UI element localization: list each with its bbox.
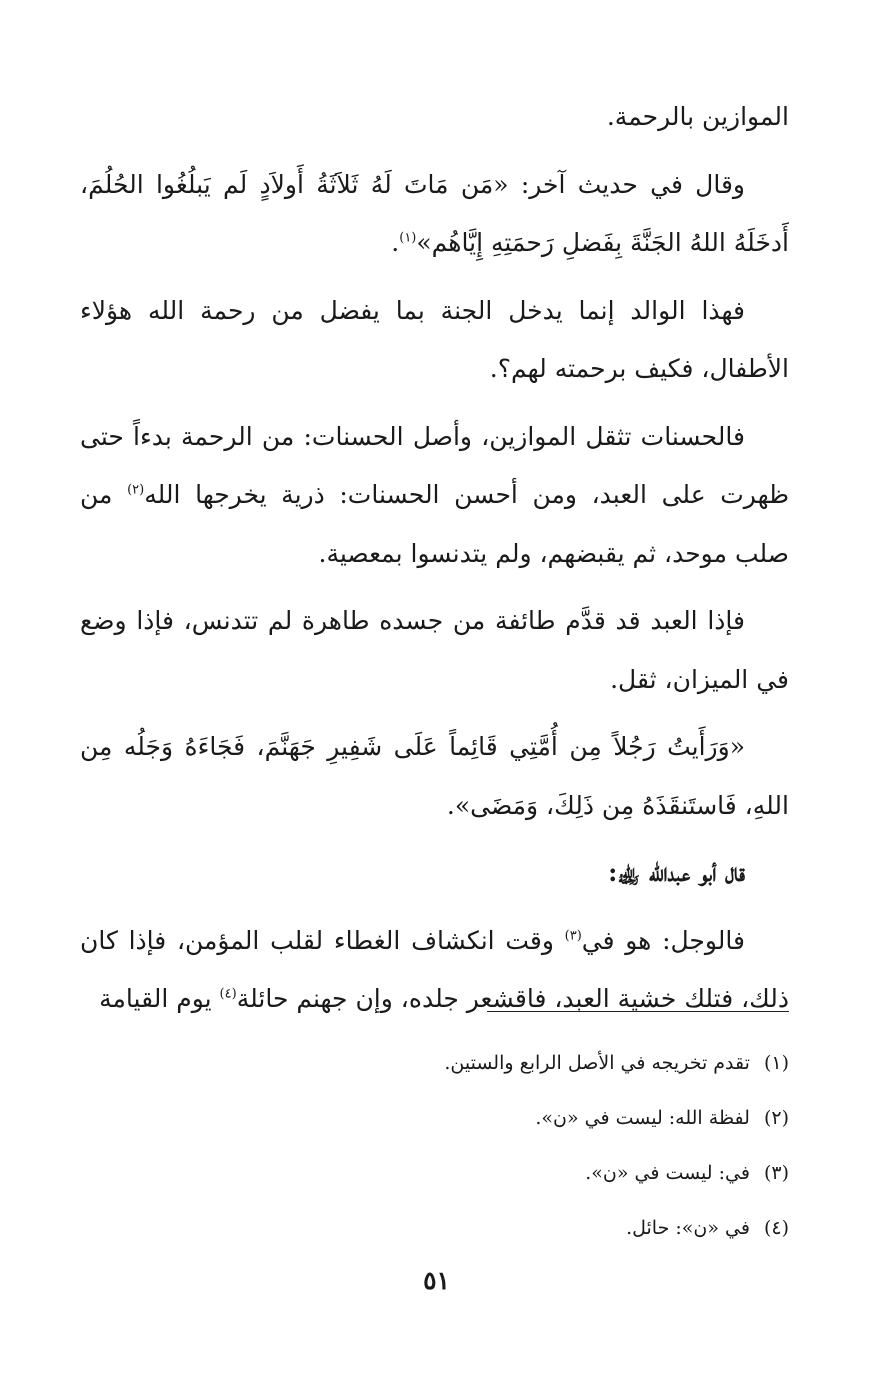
- paragraph-4-text: فالحسنات تثقل الموازين، وأصل الحسنات: من الرحمة بدءاً حتى ظهرت على العبد، ومن أحسن الحسنات: ذرية يخرجها الله: [80, 421, 790, 509]
- paragraph-2: [80, 156, 789, 273]
- footnote-item: [80, 1036, 789, 1091]
- hadith-text: وقال في حديث آخر: «مَن مَاتَ لَهُ ثَلاَثَةُ أَولاَدٍ لَم يَبلُغُوا الحُلُمَ، أَدخَلَهُ اللهُ الجَنَّةَ بِفَضلِ رَحمَتِهِ إِيَّاهُم»: [80, 169, 789, 257]
- footnote-ref-2[interactable]: (٢): [127, 482, 145, 498]
- paragraph-5-text: فإذا العبد قد قدَّم طائفة من جسده طاهرة لم تتدنس، فإذا وضع في الميزان، ثقل.: [80, 606, 789, 694]
- paragraph-3-text: فهذا الوالد إنما يدخل الجنة بما يفضل من رحمة الله هؤلاء الأطفال، فكيف برحمته لهم؟.: [80, 295, 789, 383]
- footnote-item: [80, 1201, 789, 1256]
- paragraph-2-end: .: [391, 228, 400, 257]
- section-heading: [80, 844, 789, 903]
- footnotes: [80, 1036, 789, 1256]
- footnote-ref-4[interactable]: (٤): [219, 986, 237, 1002]
- footnote-item: [80, 1091, 789, 1146]
- footnote-text: لفظة الله: ليست في «ن».: [535, 1107, 750, 1129]
- footnote-text: في «ن»: حائل.: [626, 1217, 750, 1239]
- paragraph-7-text: فالوجل: هو في: [581, 925, 745, 955]
- paragraph-7-end: يوم القيامة: [99, 984, 220, 1013]
- footnote-ref-3[interactable]: (٣): [564, 928, 582, 944]
- main-text: [80, 88, 789, 1038]
- footnote-number: (٢): [763, 1107, 789, 1129]
- paragraph-4-end: من صلب موحد، ثم يقبضهم، ولم يتدنسوا بمعصية.: [80, 480, 789, 568]
- footnote-ref-1[interactable]: (١): [399, 230, 417, 246]
- paragraph-7-middle: وقت انكشاف الغطاء لقلب المؤمن، فإذا كان ذلك، فتلك خشية العبد، فاقشعر جلده، وإن جهنم حائلة: [80, 925, 789, 1013]
- footnote-number: (٤): [763, 1217, 789, 1239]
- footnote-text: في: ليست في «ن».: [585, 1162, 750, 1184]
- paragraph-6: [80, 718, 789, 835]
- footnote-number: (٣): [763, 1162, 789, 1184]
- paragraph-3: [80, 282, 789, 399]
- heading-text: قال أبو عبدالله ﵀:: [608, 858, 745, 887]
- page-number: ٥١: [423, 1266, 450, 1295]
- footnote-text: تقدم تخريجه في الأصل الرابع والستين.: [444, 1052, 750, 1074]
- paragraph-1: [80, 88, 789, 147]
- paragraph-4: [80, 408, 789, 584]
- paragraph-5: [80, 592, 789, 709]
- footnote-number: (١): [763, 1052, 789, 1074]
- footnote-divider: [487, 1011, 789, 1012]
- footnote-item: [80, 1146, 789, 1201]
- quoted-hadith: «وَرَأَيتُ رَجُلاً مِن أُمَّتِي قَائِماً عَلَى شَفِيرِ جَهَنَّمَ، فَجَاءَهُ وَجَلُه مِن اللهِ، فَاستَنقَذَهُ مِن ذَلِكَ، وَمَضَى».: [80, 732, 789, 820]
- paragraph-1-text: الموازين بالرحمة.: [606, 102, 789, 131]
